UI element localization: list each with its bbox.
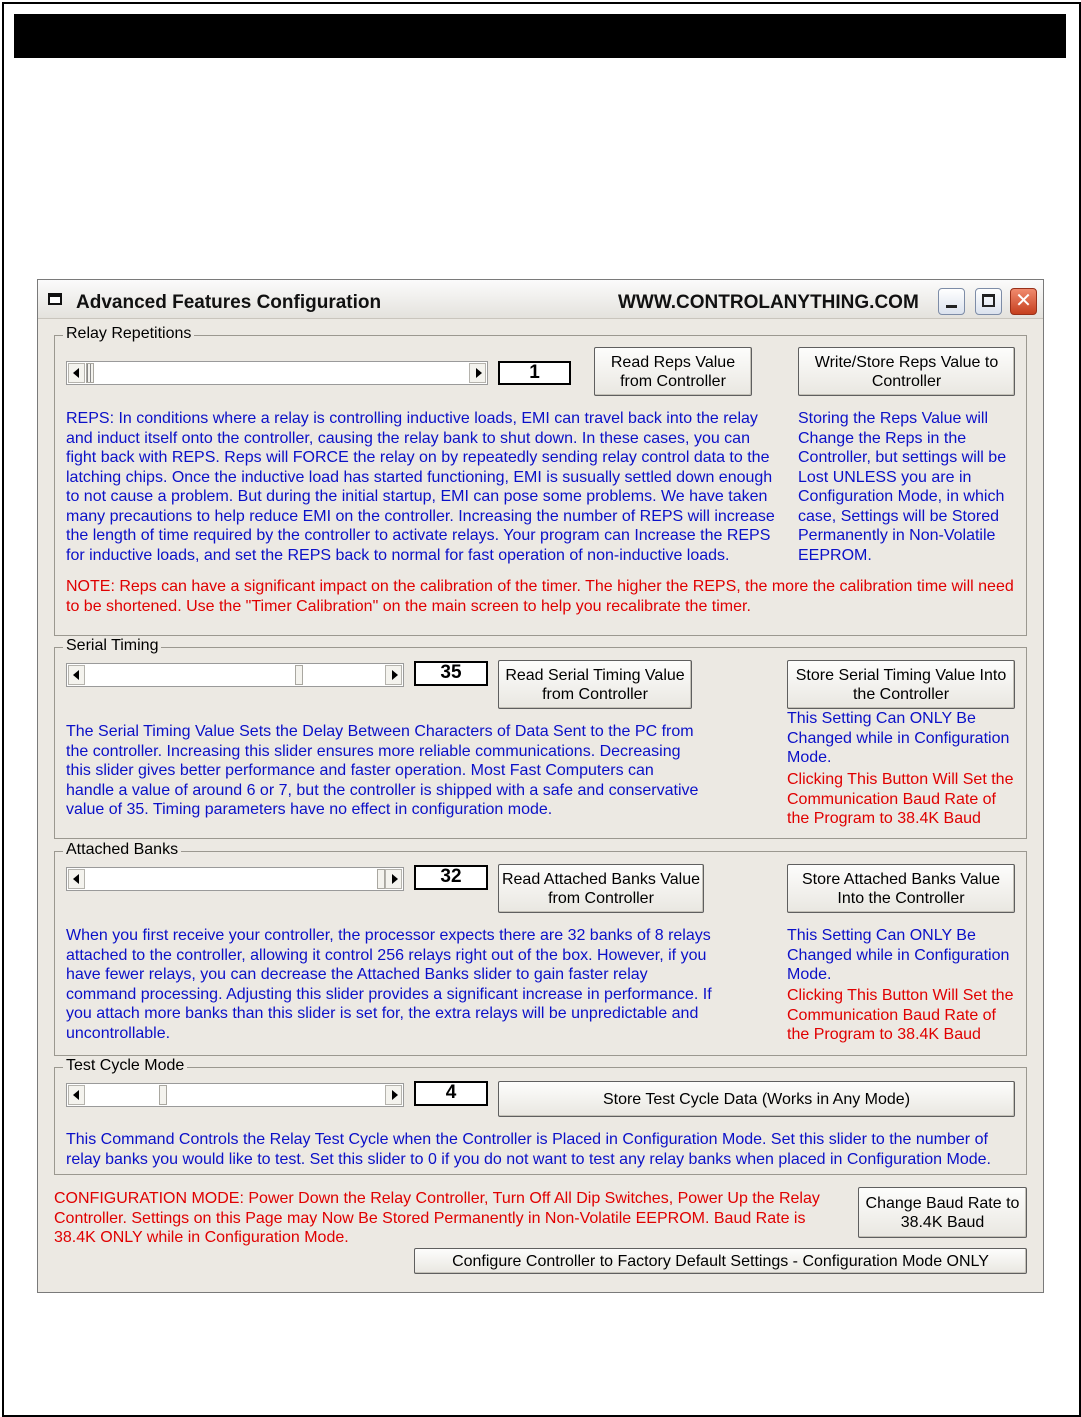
slider-right-arrow-icon[interactable] bbox=[385, 665, 402, 685]
test-cycle-value: 4 bbox=[414, 1081, 488, 1106]
slider-thumb[interactable] bbox=[295, 665, 303, 685]
close-icon: ✕ bbox=[1015, 290, 1032, 312]
serial-timing-slider[interactable] bbox=[66, 663, 404, 687]
attached-banks-slider[interactable] bbox=[66, 867, 404, 891]
minimize-icon bbox=[946, 305, 957, 308]
reps-description: REPS: In conditions where a relay is controlling inductive loads, EMI can travel back into the relay and induct itself onto the controller, causing the relay bank to shut down. In these cases, you can fight back with REPS. Reps will FORCE the relay on by repeatedly sending relay control data to the latching chips. Once the inductive load has started functioning, EMI is susually settled down enough to not cause a problem. But during the initial startup, EMI can pose some problems. We have taken many precautions to help reduce EMI on the controller. Increasing the number of REPS will increase the length of time required by the controller to activate relays. Your program can Increase the REPS for inductive loads, and set the REPS back to normal for fast operation of non-inductive loads. bbox=[66, 410, 775, 564]
slider-thumb[interactable] bbox=[159, 1085, 167, 1105]
app-window-icon[interactable] bbox=[48, 293, 62, 305]
slider-right-arrow-icon[interactable] bbox=[385, 1085, 402, 1105]
attached-banks-value: 32 bbox=[414, 865, 488, 890]
write-reps-button[interactable]: Write/Store Reps Value to Controller bbox=[798, 347, 1015, 396]
configuration-mode-note: CONFIGURATION MODE: Power Down the Relay Controller, Turn Off All Dip Switches, Power Up the Relay Controller. Settings on this Page may Now Be Stored Permanently in Non-Volatile EEPROM. Baud Rate is 38.4K ONLY while in Configuration Mode. bbox=[54, 1190, 820, 1246]
reps-value: 1 bbox=[498, 361, 571, 385]
store-attached-banks-button[interactable]: Store Attached Banks Value Into the Controller bbox=[787, 864, 1015, 913]
slider-left-arrow-icon[interactable] bbox=[68, 1085, 85, 1105]
reps-timer-note: NOTE: Reps can have a significant impact on the calibration of the timer. The higher the REPS, the more the calibration time will need to be shortened. Use the "Timer Calibration" on the main screen to help you recalibrate the timer. bbox=[66, 578, 1014, 615]
read-attached-banks-button[interactable]: Read Attached Banks Value from Controller bbox=[498, 864, 704, 913]
close-button[interactable] bbox=[1010, 288, 1037, 315]
test-cycle-slider[interactable] bbox=[66, 1083, 404, 1107]
slider-left-arrow-icon[interactable] bbox=[68, 869, 85, 889]
minimize-button[interactable] bbox=[938, 288, 965, 315]
test-cycle-description: This Command Controls the Relay Test Cycle when the Controller is Placed in Configuration Mode. Set this slider to the number of relay banks you would like to test. Set this slider to 0 if you do not want to test any relay banks when placed in Configuration Mode. bbox=[66, 1131, 991, 1168]
slider-left-arrow-icon[interactable] bbox=[68, 363, 85, 383]
read-serial-timing-button[interactable]: Read Serial Timing Value from Controller bbox=[498, 660, 692, 709]
config-window bbox=[37, 279, 1044, 1293]
attached-banks-config-note: This Setting Can ONLY Be Changed while in Configuration Mode. bbox=[787, 927, 1010, 983]
header-bar bbox=[14, 14, 1066, 58]
change-baud-rate-button[interactable]: Change Baud Rate to 38.4K Baud bbox=[858, 1187, 1027, 1238]
maximize-icon bbox=[982, 294, 995, 307]
window-title: Advanced Features Configuration bbox=[76, 292, 382, 313]
reps-side-note: Storing the Reps Value will Change the Reps in the Controller, but settings will be Lost UNLESS you are in Configuration Mode, in which case, Settings will be Stored Permanently in Non-Volatile EEPROM. bbox=[798, 410, 1007, 564]
serial-timing-config-note: This Setting Can ONLY Be Changed while in Configuration Mode. bbox=[787, 710, 1010, 766]
group-label: Test Cycle Mode bbox=[63, 1057, 187, 1075]
slider-thumb[interactable] bbox=[377, 869, 385, 889]
attached-banks-baud-note: Clicking This Button Will Set the Communication Baud Rate of the Program to 38.4K Baud bbox=[787, 987, 1014, 1043]
serial-timing-value: 35 bbox=[414, 661, 488, 686]
read-reps-button[interactable]: Read Reps Value from Controller bbox=[594, 347, 752, 396]
slider-thumb[interactable] bbox=[86, 363, 94, 383]
maximize-button[interactable] bbox=[975, 288, 1002, 315]
attached-banks-description: When you first receive your controller, the processor expects there are 32 banks of 8 relays attached to the controller, allowing it control 256 relays right out of the box. However, if you have fewer relays, you can decrease the Attached Banks slider to gain faster relay command processing. Adjusting this slider provides a significant increase in performance. If you attach more banks than this slider is set for, the extra relays will be unpredictable and uncontrollable. bbox=[66, 927, 712, 1042]
title-bar[interactable] bbox=[38, 280, 1043, 319]
slider-right-arrow-icon[interactable] bbox=[469, 363, 486, 383]
serial-timing-description: The Serial Timing Value Sets the Delay Between Characters of Data Sent to the PC from the controller. Increasing this slider ensures more reliable communications. Decreasing this slider gives better performance and faster operation. Most Fast Computers can handle a value of around 6 or 7, but the controller is shipped with a safe and conservative value of 35. Timing parameters have no effect in configuration mode. bbox=[66, 723, 699, 818]
store-serial-timing-button[interactable]: Store Serial Timing Value Into the Controller bbox=[787, 660, 1015, 709]
serial-timing-baud-note: Clicking This Button Will Set the Communication Baud Rate of the Program to 38.4K Baud bbox=[787, 771, 1014, 827]
slider-left-arrow-icon[interactable] bbox=[68, 665, 85, 685]
group-label: Attached Banks bbox=[63, 841, 181, 859]
reps-slider[interactable] bbox=[66, 361, 488, 385]
factory-default-button[interactable]: Configure Controller to Factory Default Settings - Configuration Mode ONLY bbox=[414, 1248, 1027, 1274]
store-test-cycle-button[interactable]: Store Test Cycle Data (Works in Any Mode) bbox=[498, 1081, 1015, 1117]
group-label: Relay Repetitions bbox=[63, 325, 194, 343]
slider-right-arrow-icon[interactable] bbox=[385, 869, 402, 889]
website-label: WWW.CONTROLANYTHING.COM bbox=[618, 292, 919, 313]
group-label: Serial Timing bbox=[63, 637, 161, 655]
